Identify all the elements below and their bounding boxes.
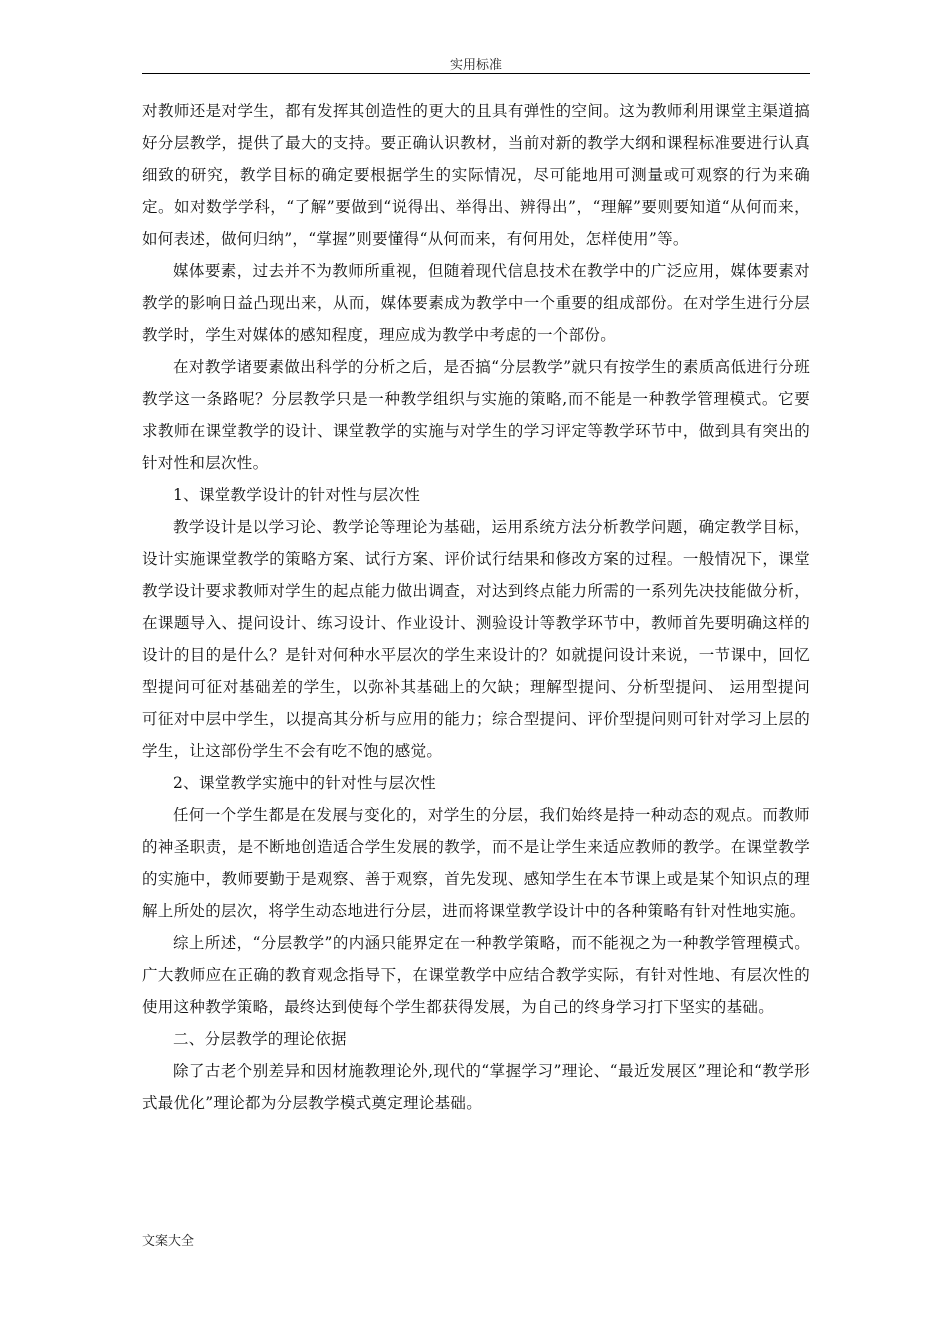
page-header: 实用标准 bbox=[449, 58, 502, 73]
page-footer: 文案大全 bbox=[142, 1234, 195, 1249]
paragraph-analysis: 在对教学诸要素做出科学的分析之后，是否搞“分层教学”就只有按学生的素质高低进行分班教学这一条路呢？分层教学只是一种教学组织与实施的策略,而不能是一种教学管理模式。它要求教师在课堂教学的设计、课堂教学的实施与对学生的学习评定等教学环节中，做到具有突出的针对性和层次性。 bbox=[142, 358, 810, 472]
section-heading-theory: 二、分层教学的理论依据 bbox=[173, 1030, 347, 1048]
paragraph-theory: 除了古老个别差异和因材施教理论外,现代的“掌握学习”理论、“最近发展区”理论和“教学形式最优化”理论都为分层教学模式奠定理论基础。 bbox=[142, 1062, 810, 1112]
document-body bbox=[142, 95, 810, 1119]
section-heading-design: 1、课堂教学设计的针对性与层次性 bbox=[173, 486, 421, 504]
paragraph-1: 对教师还是对学生，都有发挥其创造性的更大的且具有弹性的空间。这为教师利用课堂主渠道搞好分层教学，提供了最大的支持。要正确认识教材，当前对新的教学大纲和课程标准要进行认真细致的研究，教学目标的确定要根据学生的实际情况，尽可能地用可测量或可观察的行为来确定。如对数学学科，“了解”要做到“说得出、举得出、辨得出”，“理解”要则要知道“从何而来，如何表述，做何归纳”，“掌握”则要懂得“从何而来，有何用处，怎样使用”等。 bbox=[142, 102, 810, 248]
header-rule bbox=[142, 73, 810, 74]
paragraph-media-elements: 媒体要素，过去并不为教师所重视，但随着现代信息技术在教学中的广泛应用，媒体要素对教学的影响日益凸现出来，从而，媒体要素成为教学中一个重要的组成部份。在对学生进行分层教学时，学生对媒体的感知程度，理应成为教学中考虑的一个部份。 bbox=[142, 262, 810, 344]
paragraph-implementation: 任何一个学生都是在发展与变化的，对学生的分层，我们始终是持一种动态的观点。而教师的神圣职责，是不断地创造适合学生发展的教学，而不是让学生来适应教师的教学。在课堂教学的实施中，教师要勤于是观察、善于观察，首先发现、感知学生在本节课上或是某个知识点的理解上所处的层次，将学生动态地进行分层，进而将课堂教学设计中的各种策略有针对性地实施。 bbox=[142, 806, 810, 920]
section-heading-implementation: 2、课堂教学实施中的针对性与层次性 bbox=[173, 774, 436, 792]
paragraph-design: 教学设计是以学习论、教学论等理论为基础，运用系统方法分析教学问题，确定教学目标，设计实施课堂教学的策略方案、试行方案、评价试行结果和修改方案的过程。一般情况下，课堂教学设计要求教师对学生的起点能力做出调查，对达到终点能力所需的一系列先决技能做分析，在课题导入、提问设计、练习设计、作业设计、测验设计等教学环节中，教师首先要明确这样的设计的目的是什么？是针对何种水平层次的学生来设计的？如就提问设计来说，一节课中，回忆型提问可征对基础差的学生，以弥补其基础上的欠缺；理解型提问、分析型提问、 运用型提问可征对中层中学生，以提高其分析与应用的能力；综合型提问、评价型提问则可针对学习上层的学生，让这部份学生不会有吃不饱的感觉。 bbox=[142, 518, 810, 760]
paragraph-summary: 综上所述，“分层教学”的内涵只能界定在一种教学策略，而不能视之为一种教学管理模式。广大教师应在正确的教育观念指导下，在课堂教学中应结合教学实际，有针对性地、有层次性的使用这种教学策略，最终达到使每个学生都获得发展，为自己的终身学习打下坚实的基础。 bbox=[142, 934, 810, 1016]
